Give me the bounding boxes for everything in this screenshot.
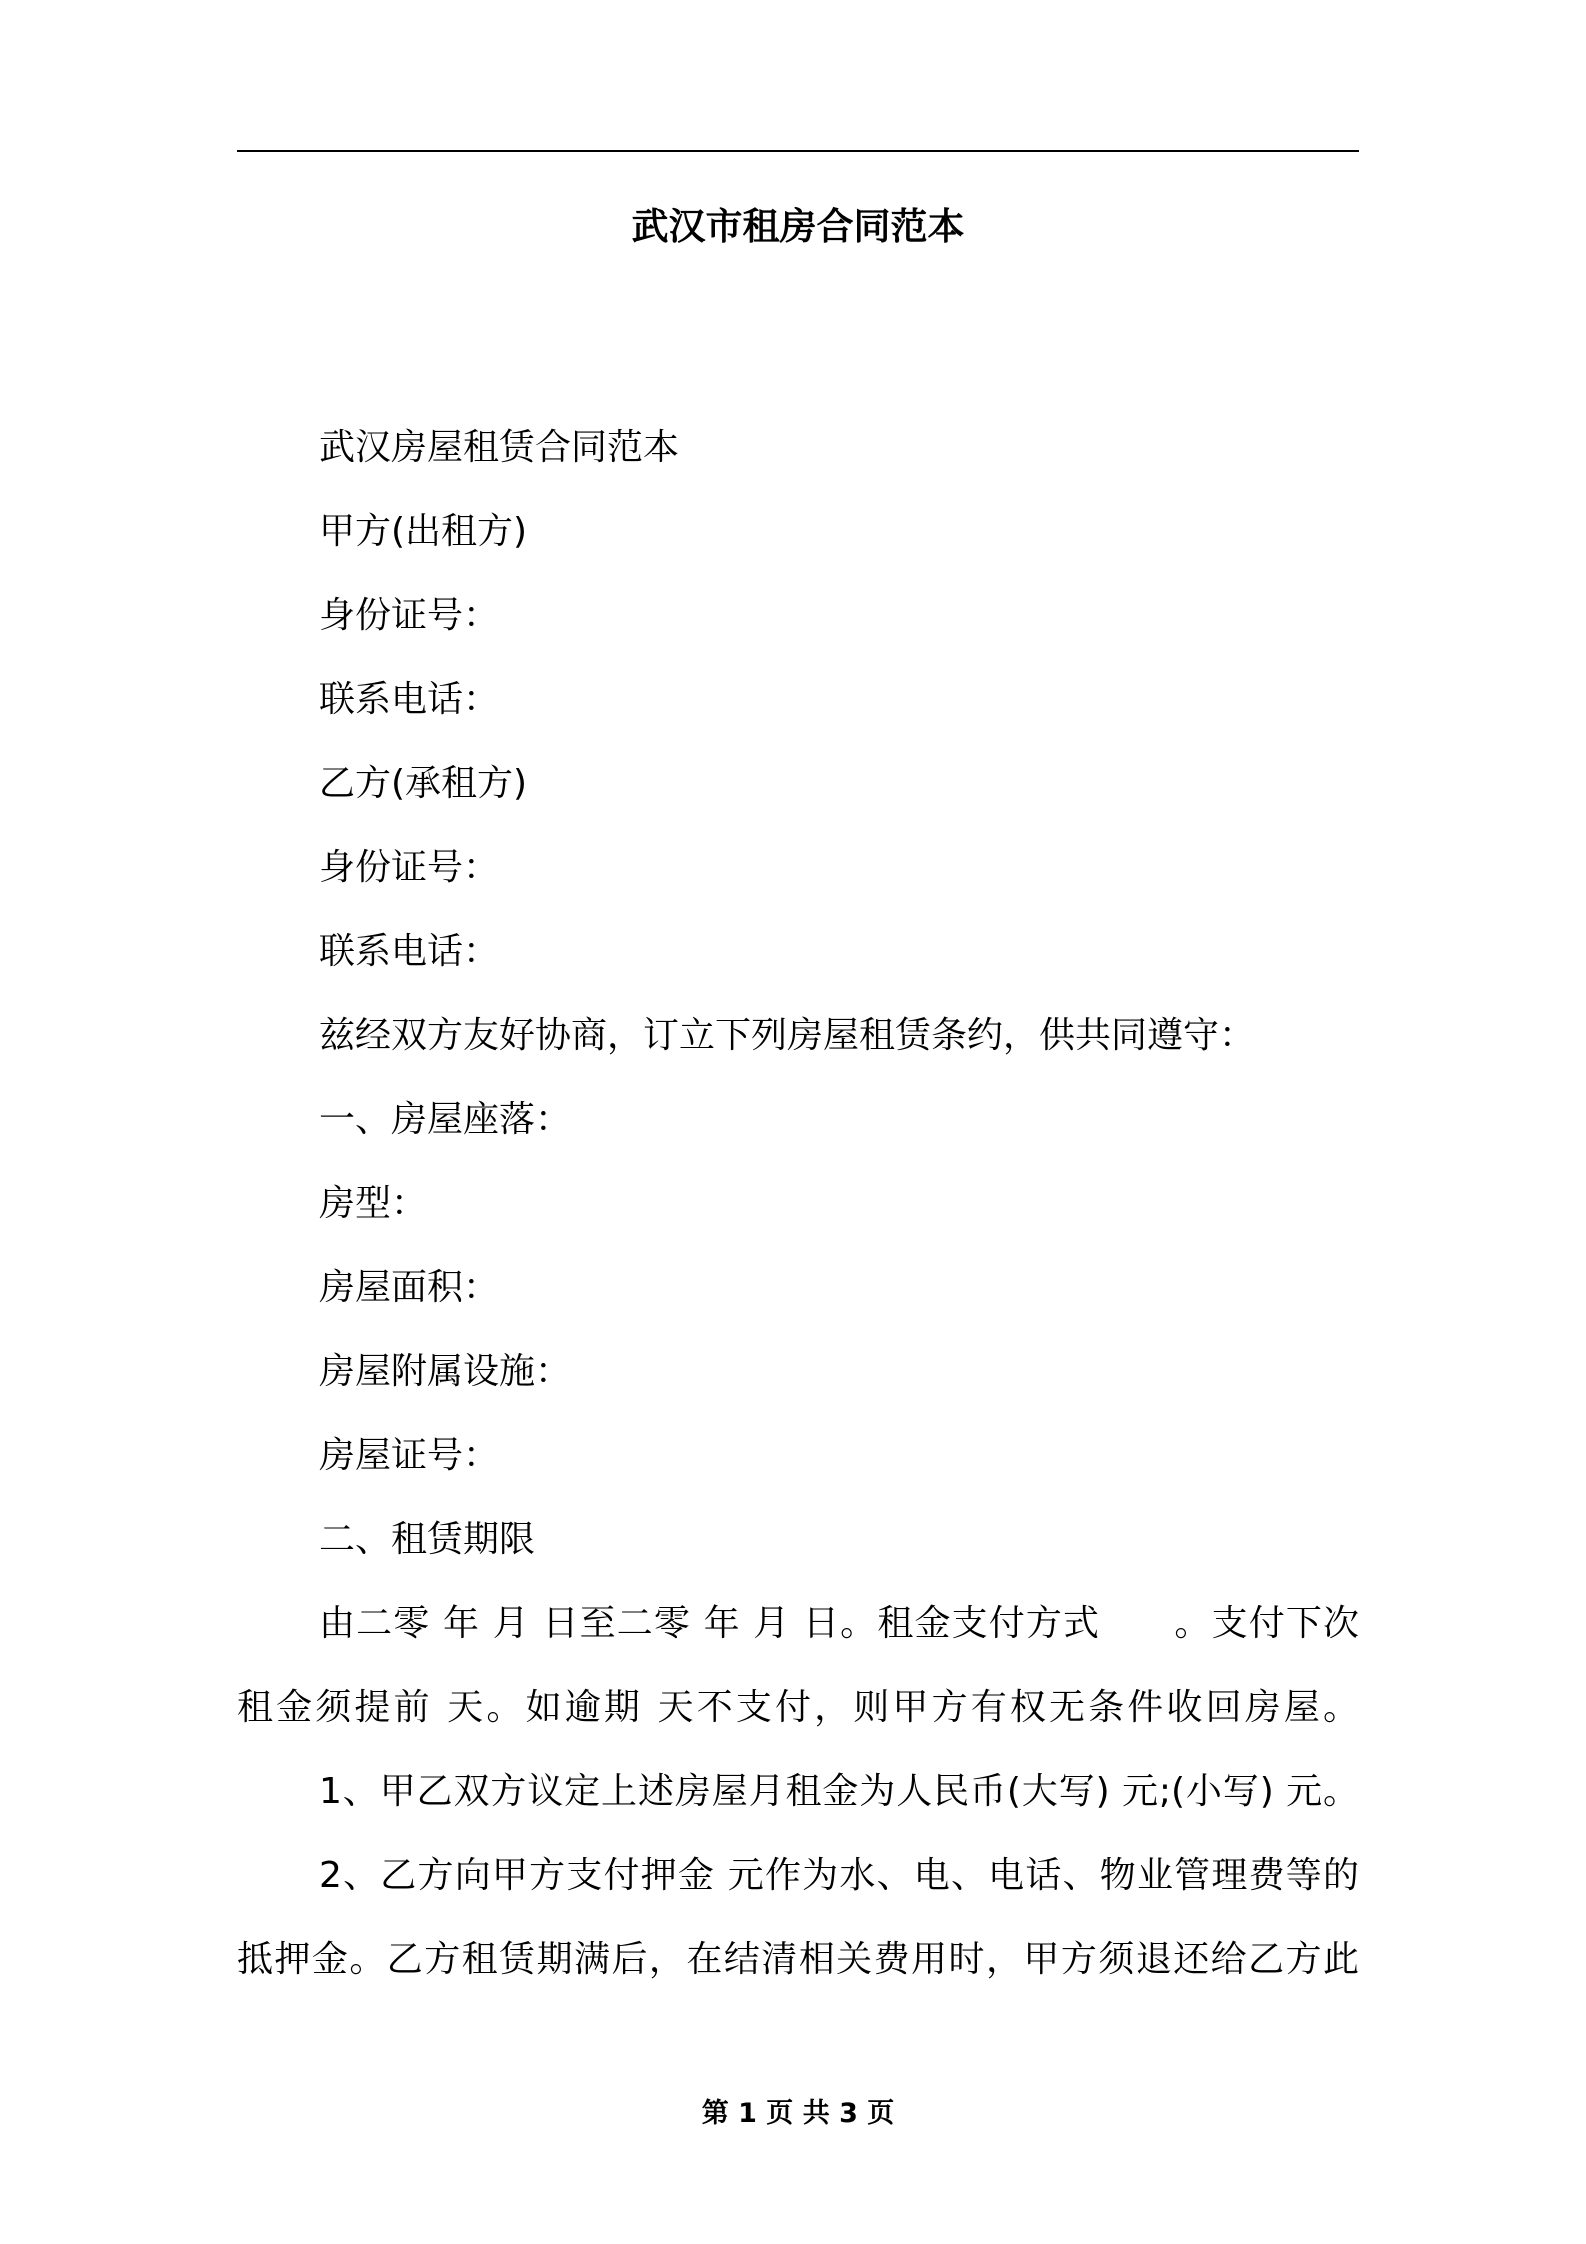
house-area-field: 房屋面积： <box>319 1267 500 1308</box>
party-a-heading: 甲方(出租方) <box>319 511 528 552</box>
section-1-heading: 一、房屋座落： <box>319 1099 572 1140</box>
document-title: 武汉市租房合同范本 <box>631 205 965 248</box>
house-certificate-field: 房屋证号： <box>319 1435 500 1476</box>
section-2-heading: 二、租赁期限 <box>319 1519 536 1560</box>
header-rule <box>237 150 1359 152</box>
party-b-heading: 乙方(承租方) <box>319 763 528 804</box>
deposit-paragraph: 2、乙方向甲方支付押金 元作为水、电、电话、物业管理费等的抵押金。乙方租赁期满后，在结清相关费用时，甲方须退还给乙方此 <box>237 1855 1359 1980</box>
agreement-preamble: 兹经双方友好协商，订立下列房屋租赁条约，供共同遵守： <box>319 1015 1256 1056</box>
house-facilities-field: 房屋附属设施： <box>319 1351 572 1392</box>
page-number: 第 1 页 共 3 页 <box>701 2098 895 2129</box>
contract-subtitle: 武汉房屋租赁合同范本 <box>319 427 680 468</box>
party-b-id-field: 身份证号： <box>319 847 500 888</box>
party-b-phone-field: 联系电话： <box>319 931 500 972</box>
lease-term-paragraph: 由二零 年 月 日至二零 年 月 日。租金支付方式 。支付下次租金须提前 天。如逾期 天不支付，则甲方有权无条件收回房屋。 <box>237 1603 1359 1728</box>
party-a-id-field: 身份证号： <box>319 595 500 636</box>
house-type-field: 房型： <box>319 1183 428 1224</box>
rent-amount-paragraph: 1、甲乙双方议定上述房屋月租金为人民币(大写) 元;(小写) 元。 <box>319 1771 1359 1812</box>
party-a-phone-field: 联系电话： <box>319 679 500 720</box>
document-body <box>237 406 1359 2002</box>
